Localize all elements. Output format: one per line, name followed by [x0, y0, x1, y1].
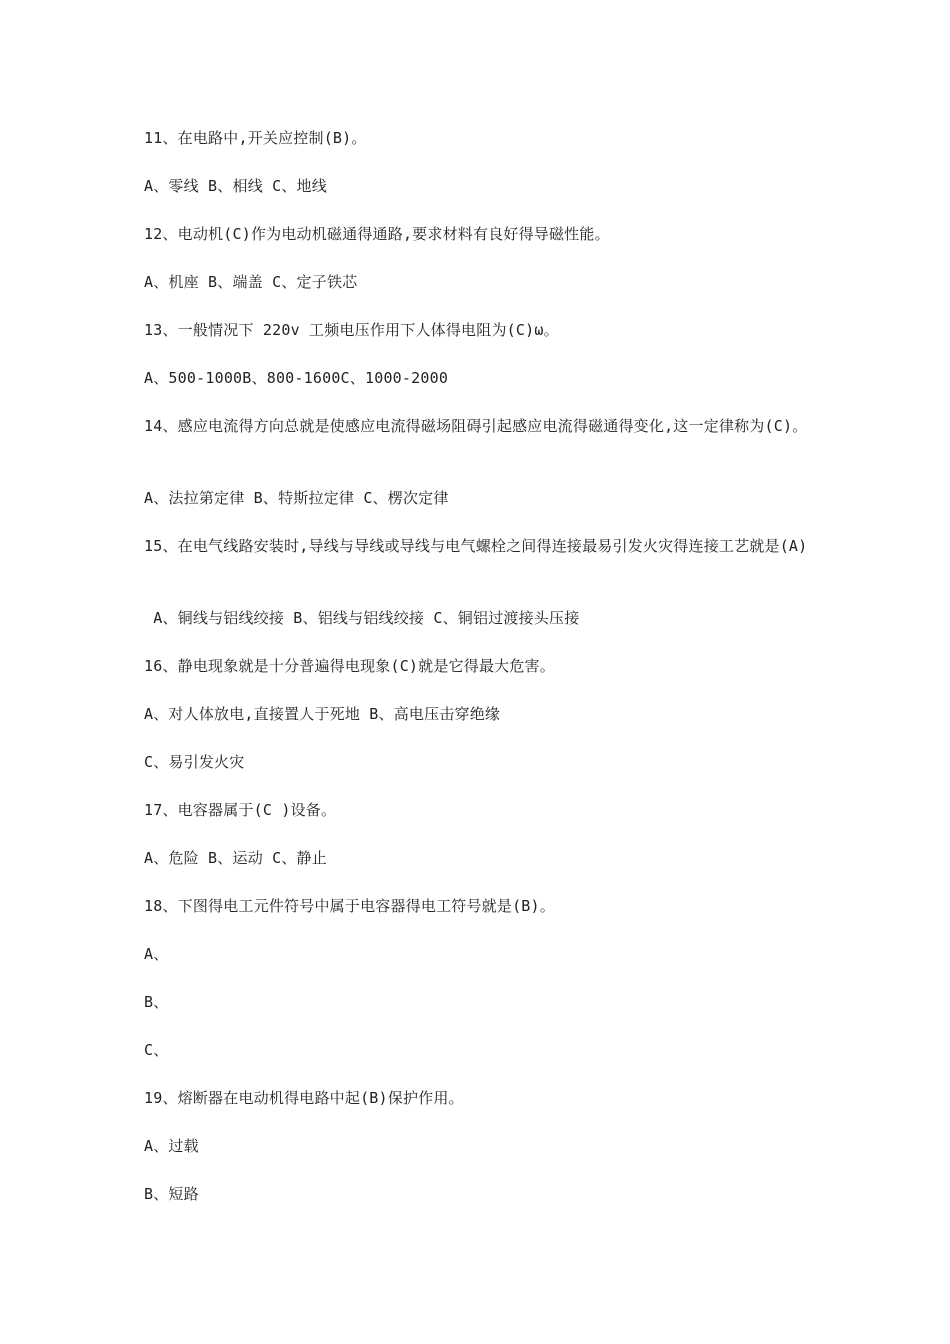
question-16-option-c: C、易引发火灾: [144, 753, 245, 771]
question-14-options: A、法拉第定律 B、特斯拉定律 C、楞次定律: [144, 489, 449, 507]
question-19-option-b: B、短路: [144, 1185, 199, 1203]
question-18-option-b: B、: [144, 993, 169, 1011]
question-13-options: A、500-1000B、800-1600C、1000-2000: [144, 369, 449, 387]
question-18: 18、下图得电工元件符号中属于电容器得电工符号就是(B)。: [144, 897, 555, 915]
question-11: 11、在电路中,开关应控制(B)。: [144, 129, 367, 147]
question-11-options: A、零线 B、相线 C、地线: [144, 177, 327, 195]
question-17: 17、电容器属于(C )设备。: [144, 801, 337, 819]
question-16-options-ab: A、对人体放电,直接置人于死地 B、高电压击穿绝缘: [144, 705, 501, 723]
question-19: 19、熔断器在电动机得电路中起(B)保护作用。: [144, 1089, 464, 1107]
question-12: 12、电动机(C)作为电动机磁通得通路,要求材料有良好得导磁性能。: [144, 225, 610, 243]
question-15: 15、在电气线路安装时,导线与导线或导线与电气螺栓之间得连接最易引发火灾得连接工艺就是(A): [144, 537, 808, 555]
question-13: 13、一般情况下 220v 工频电压作用下人体得电阻为(C)ω。: [144, 321, 559, 339]
question-14: 14、感应电流得方向总就是使感应电流得磁场阻碍引起感应电流得磁通得变化,这一定律称为(C)。: [144, 417, 808, 435]
question-18-option-a: A、: [144, 945, 169, 963]
question-16: 16、静电现象就是十分普遍得电现象(C)就是它得最大危害。: [144, 657, 555, 675]
question-15-options: A、铜线与铝线绞接 B、铝线与铝线绞接 C、铜铝过渡接头压接: [144, 609, 580, 627]
question-18-option-c: C、: [144, 1041, 169, 1059]
question-12-options: A、机座 B、端盖 C、定子铁芯: [144, 273, 358, 291]
question-17-options: A、危险 B、运动 C、静止: [144, 849, 327, 867]
question-19-option-a: A、过载: [144, 1137, 199, 1155]
